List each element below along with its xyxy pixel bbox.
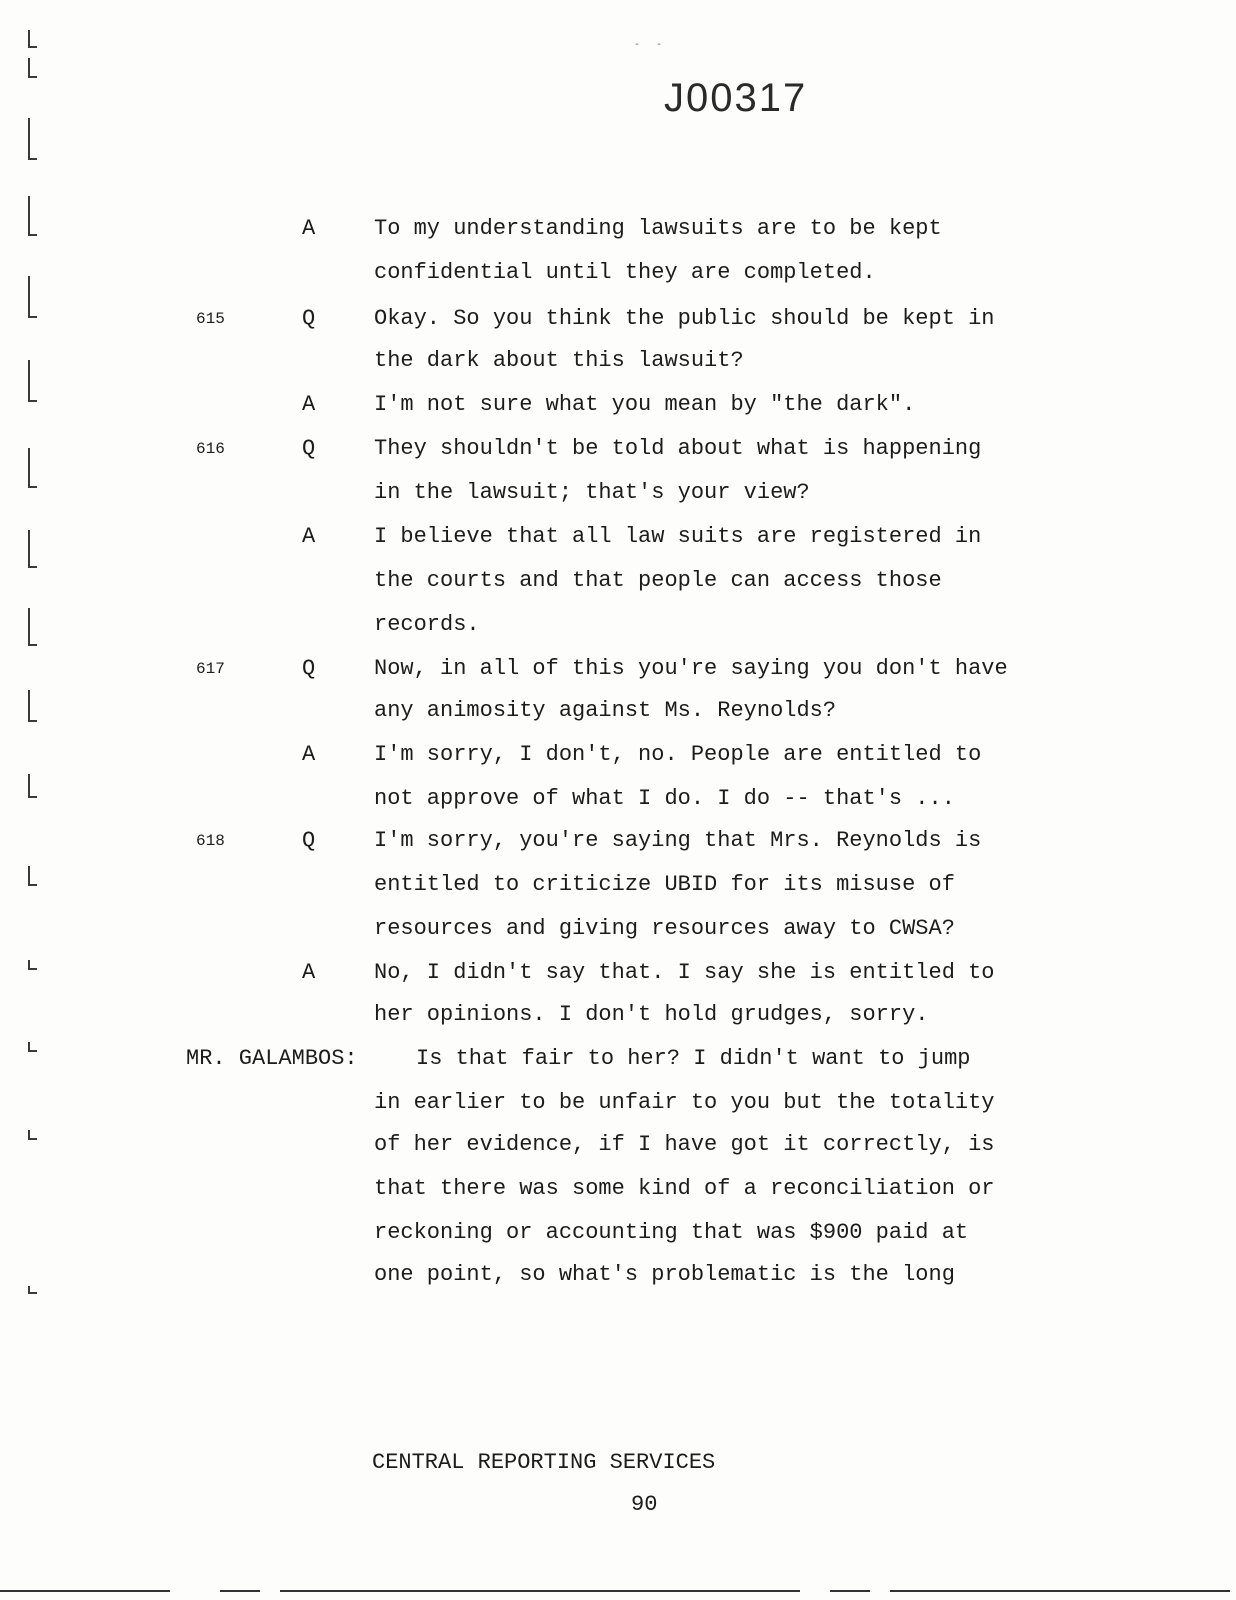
question-number: 615 <box>196 310 225 328</box>
edge-mark <box>28 1042 37 1052</box>
speaker-marker: A <box>302 524 316 549</box>
line-text: entitled to criticize UBID for its misuse of <box>374 872 955 897</box>
question-number: 616 <box>196 440 225 458</box>
edge-mark <box>28 196 37 236</box>
speaker-marker: A <box>302 960 316 985</box>
edge-mark <box>28 690 37 722</box>
speaker-line: one point, so what's problematic is the long <box>374 1262 955 1287</box>
scan-speck: - <box>656 40 663 51</box>
edge-mark <box>28 30 37 48</box>
line-text: not approve of what I do. I do -- that's ... <box>374 786 955 811</box>
line-text: her opinions. I don't hold grudges, sorry. <box>374 1002 929 1027</box>
line-text: in the lawsuit; that's your view? <box>374 480 810 505</box>
line-text: Now, in all of this you're saying you don't have <box>374 656 1008 681</box>
speaker-marker: A <box>302 216 316 241</box>
speaker-marker: Q <box>302 436 316 461</box>
bottom-rule <box>890 1590 1230 1592</box>
line-text: confidential until they are completed. <box>374 260 876 285</box>
bottom-rule <box>280 1590 800 1592</box>
edge-mark <box>28 774 37 798</box>
line-text: I believe that all law suits are registered in <box>374 524 982 549</box>
line-text: records. <box>374 612 480 637</box>
line-text: No, I didn't say that. I say she is entitled to <box>374 960 995 985</box>
question-number: 618 <box>196 832 225 850</box>
scan-speck: - <box>634 40 641 51</box>
edge-mark <box>28 276 37 318</box>
speaker-marker: A <box>302 742 316 767</box>
speaker-line: in earlier to be unfair to you but the totality <box>374 1090 995 1115</box>
speaker-marker: Q <box>302 656 316 681</box>
page-number: 90 <box>631 1492 658 1517</box>
line-text: Okay. So you think the public should be kept in <box>374 306 995 331</box>
speaker-marker: A <box>302 392 316 417</box>
line-text: I'm sorry, I don't, no. People are entitled to <box>374 742 982 767</box>
bottom-rule <box>0 1590 170 1592</box>
edge-mark <box>28 1286 37 1294</box>
line-text: any animosity against Ms. Reynolds? <box>374 698 837 723</box>
line-text: the dark about this lawsuit? <box>374 348 744 373</box>
bottom-rule <box>830 1590 870 1592</box>
line-text: resources and giving resources away to CWSA? <box>374 916 955 941</box>
speaker-line: that there was some kind of a reconciliation or <box>374 1176 995 1201</box>
edge-mark <box>28 960 37 970</box>
bottom-rule <box>220 1590 260 1592</box>
speaker-first-line: Is that fair to her? I didn't want to jump <box>416 1046 971 1071</box>
edge-mark <box>28 360 37 402</box>
speaker-line: of her evidence, if I have got it correctly, is <box>374 1132 995 1157</box>
edge-mark <box>28 866 37 886</box>
line-text: They shouldn't be told about what is happening <box>374 436 982 461</box>
edge-mark <box>28 1130 37 1140</box>
edge-mark <box>28 608 37 646</box>
speaker-marker: Q <box>302 828 316 853</box>
edge-mark <box>28 58 37 78</box>
line-text: I'm sorry, you're saying that Mrs. Reynolds is <box>374 828 982 853</box>
reporter-name: CENTRAL REPORTING SERVICES <box>372 1450 716 1475</box>
line-text: the courts and that people can access those <box>374 568 942 593</box>
speaker-line: reckoning or accounting that was $900 paid at <box>374 1220 969 1245</box>
edge-mark <box>28 118 37 160</box>
binding-edge-marks <box>24 30 38 1350</box>
line-text: To my understanding lawsuits are to be kept <box>374 216 942 241</box>
line-text: I'm not sure what you mean by "the dark". <box>374 392 916 417</box>
speaker-marker: Q <box>302 306 316 331</box>
edge-mark <box>28 530 37 568</box>
edge-mark <box>28 448 37 488</box>
question-number: 617 <box>196 660 225 678</box>
document-id-stamp: J00317 <box>664 76 808 120</box>
speaker-label: MR. GALAMBOS: <box>186 1046 358 1071</box>
